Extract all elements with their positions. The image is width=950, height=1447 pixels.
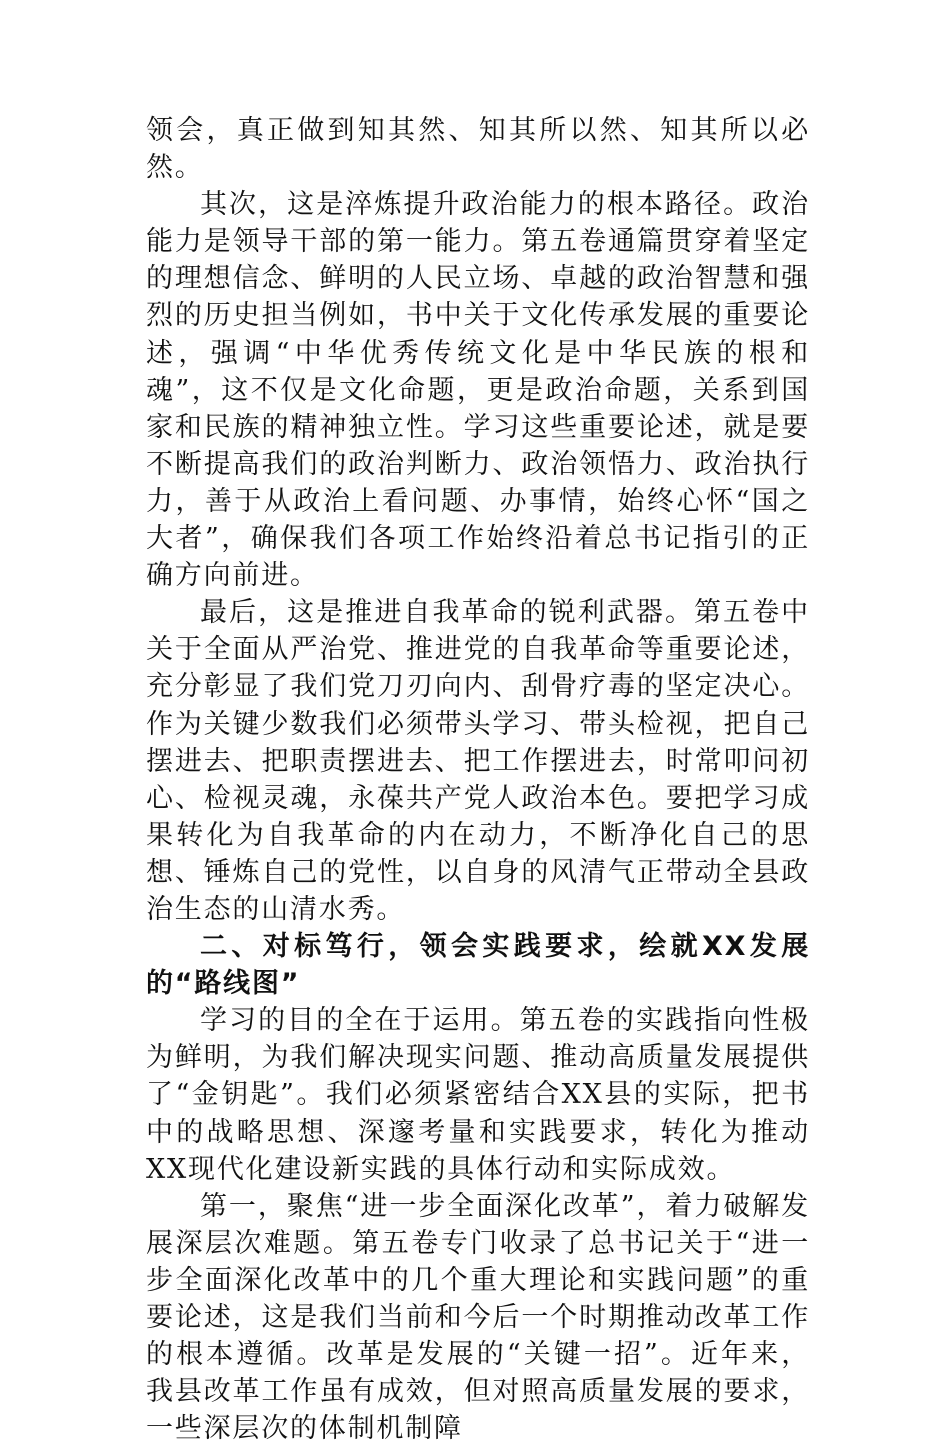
section-heading: 二、对标笃行，领会实践要求，绘就XX发展的“路线图” [146,931,810,1000]
paragraph-continuation: 领会，真正做到知其然、知其所以然、知其所以必然。 [146,115,810,184]
document-body [146,112,810,1447]
paragraph-political-ability: 其次，这是淬炼提升政治能力的根本路径。政治能力是领导干部的第一能力。第五卷通篇贯穿着坚定的理想信念、鲜明的人民立场、卓越的政治智慧和强烈的历史担当例如，书中关于文化传承发展的重要论述，强调“中华优秀传统文化是中华民族的根和魂”，这不仅是文化命题，更是政治命题，关系到国家和民族的精神独立性。学习这些重要论述，就是要不断提高我们的政治判断力、政治领悟力、政治执行力，善于从政治上看问题、办事情，始终心怀“国之大者”，确保我们各项工作始终沿着总书记指引的正确方向前进。 [146,189,810,592]
paragraph-deepening-reform: 第一，聚焦“进一步全面深化改革”，着力破解发展深层次难题。第五卷专门收录了总书记关于“进一步全面深化改革中的几个重大理论和实践问题”的重要论述，这是我们当前和今后一个时期推动改革工作的根本遵循。改革是发展的“关键一招”。近年来，我县改革工作虽有成效，但对照高质量发展的要求，一些深层次的体制机制障 [146,1190,810,1445]
paragraph-learning-purpose: 学习的目的全在于运用。第五卷的实践指向性极为鲜明，为我们解决现实问题、推动高质量发展提供了“金钥匙”。我们必须紧密结合XX县的实际，把书中的战略思想、深邃考量和实践要求，转化为推动XX现代化建设新实践的具体行动和实际成效。 [146,1005,810,1185]
paragraph-self-revolution: 最后，这是推进自我革命的锐利武器。第五卷中关于全面从严治党、推进党的自我革命等重要论述，充分彰显了我们党刀刃向内、刮骨疗毒的坚定决心。作为关键少数我们必须带头学习、带头检视，把自己摆进去、把职责摆进去、把工作摆进去，时常叩问初心、检视灵魂，永葆共产党人政治本色。要把学习成果转化为自我革命的内在动力，不断净化自己的思想、锤炼自己的党性，以自身的风清气正带动全县政治生态的山清水秀。 [146,597,810,925]
